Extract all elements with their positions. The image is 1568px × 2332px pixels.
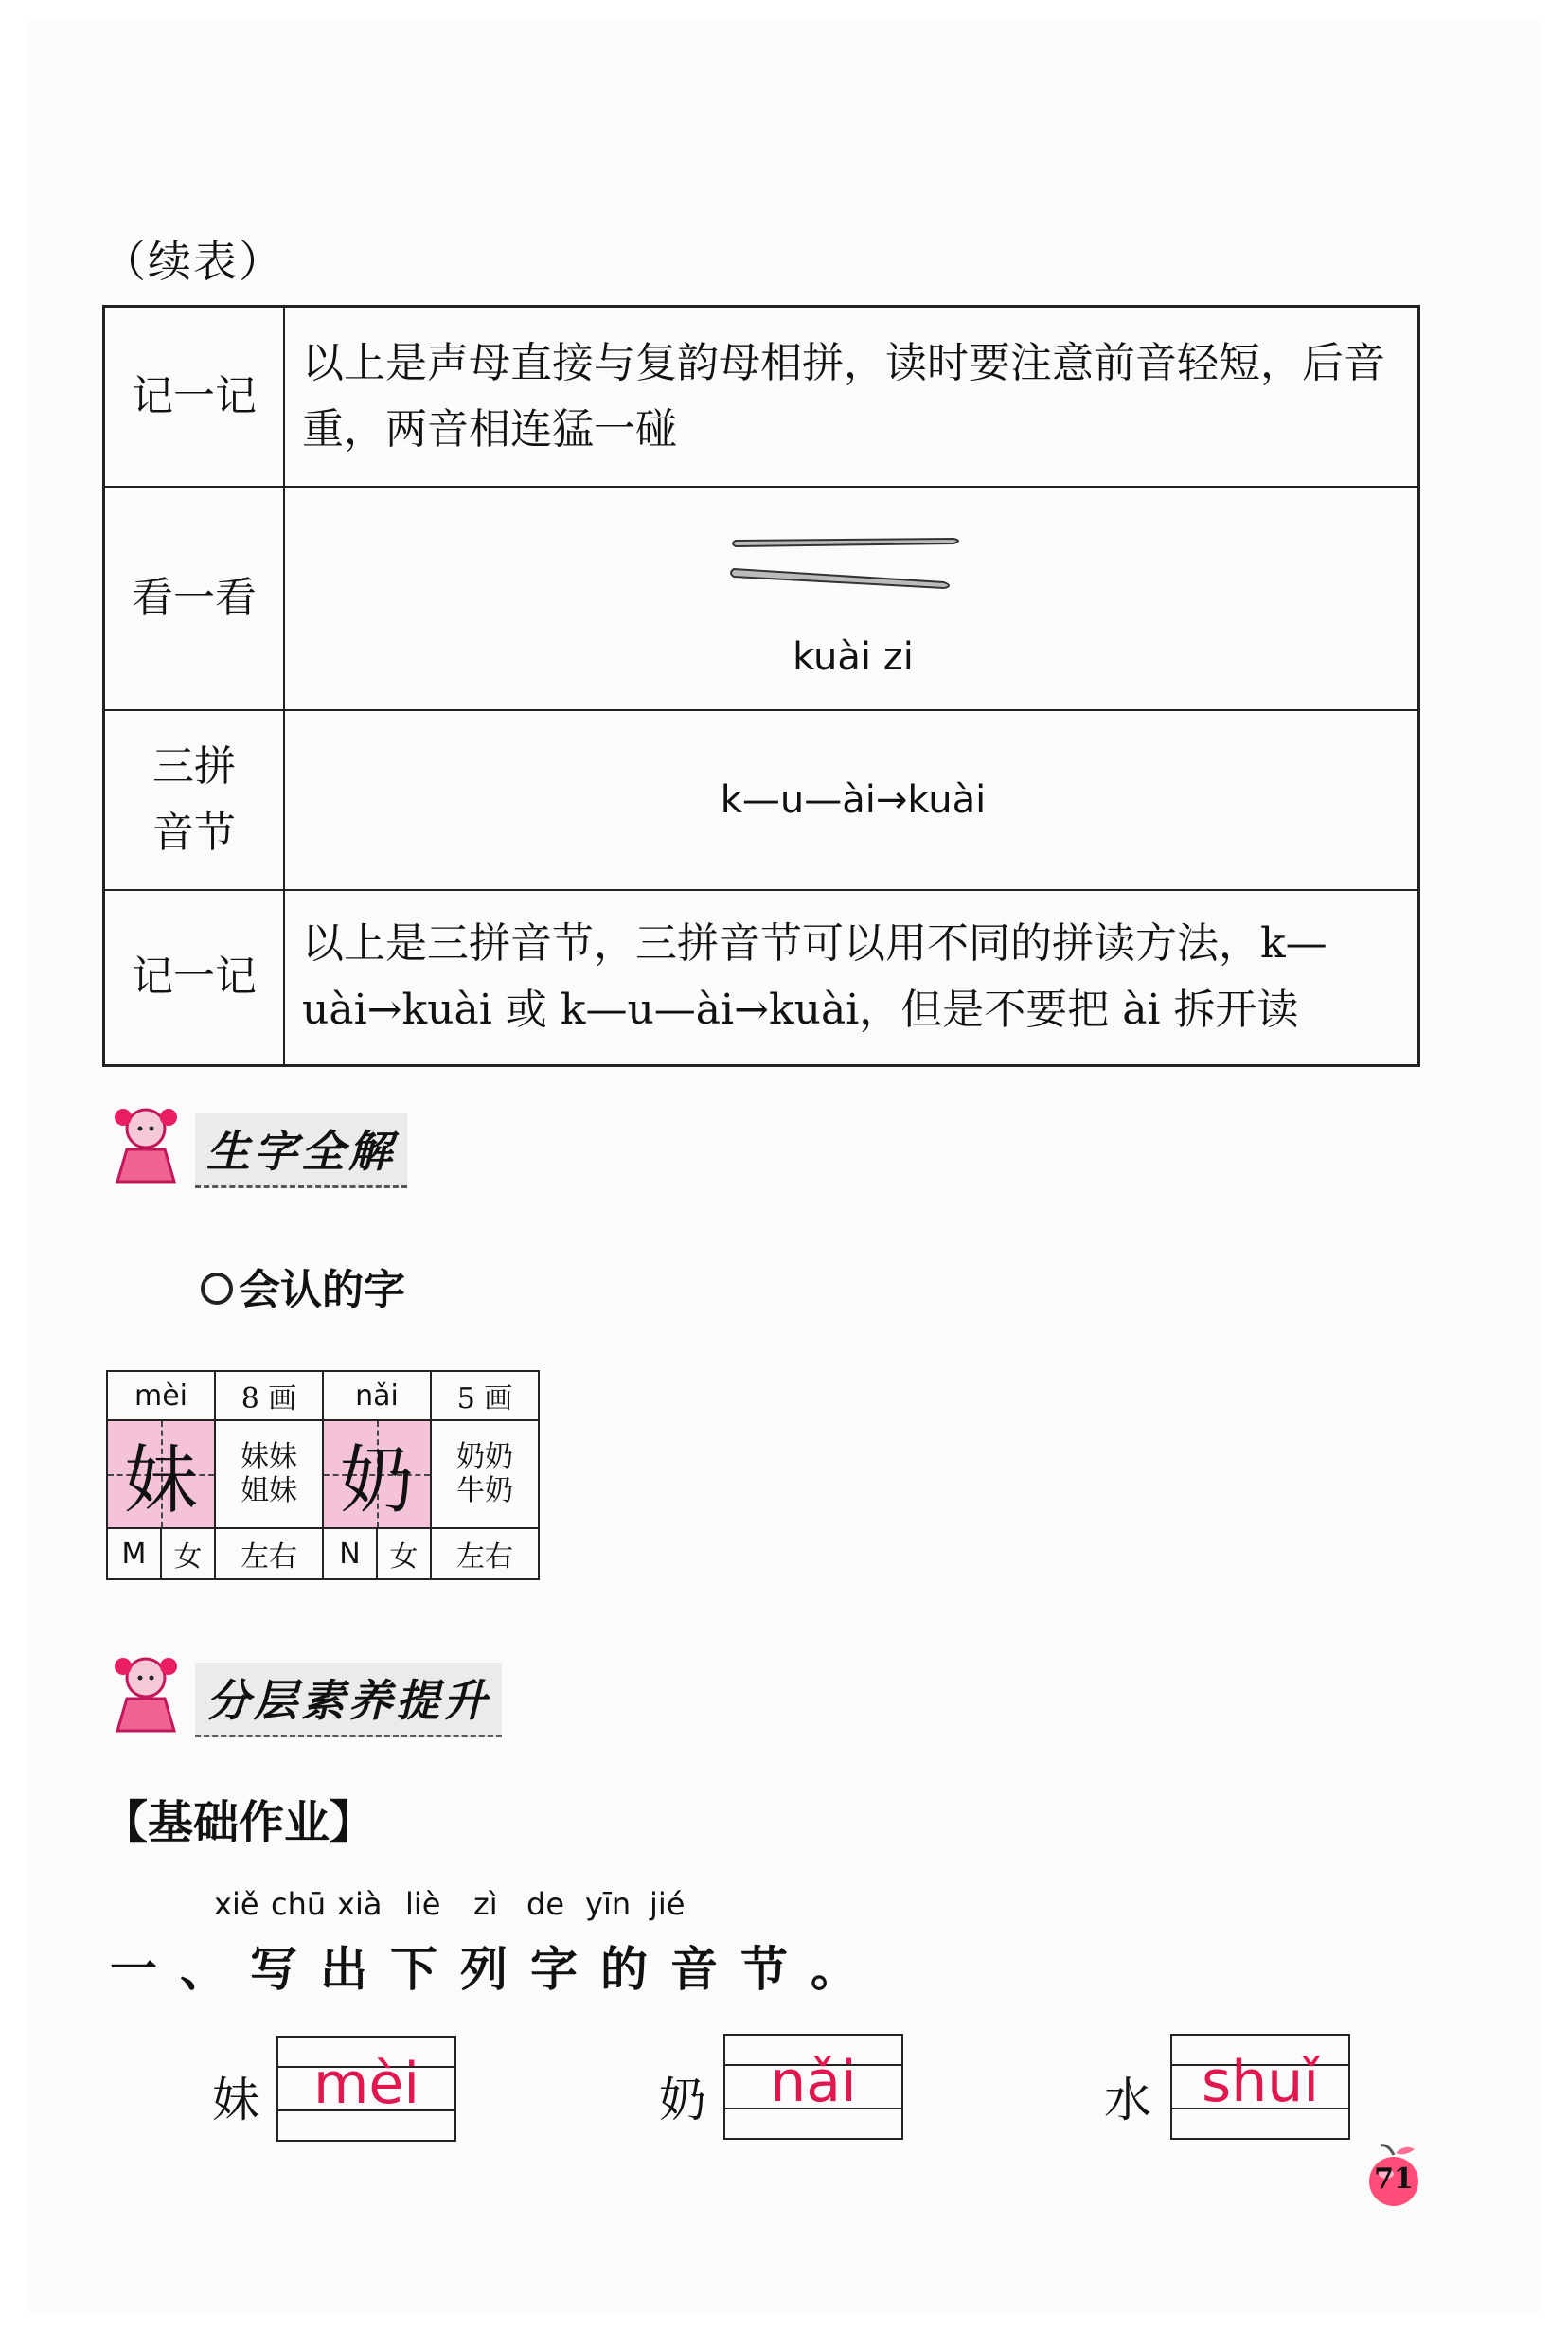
answer-character: 奶 bbox=[659, 2073, 706, 2127]
pinyin-syllable: jié bbox=[650, 1886, 686, 1922]
question-text: 一、写出下列字的音节。 bbox=[110, 1942, 881, 1997]
pinyin-syllable: liè bbox=[405, 1886, 441, 1922]
row-content: k—u—ài→kuài bbox=[284, 710, 1419, 890]
example-word: 妹妹 bbox=[241, 1440, 297, 1473]
chopsticks-illustration bbox=[730, 527, 976, 622]
char-pinyin: mèi bbox=[107, 1371, 215, 1420]
answer-text: nǎi bbox=[770, 2049, 857, 2115]
girl-mascot-icon bbox=[102, 1100, 189, 1187]
structure: 左右 bbox=[215, 1528, 323, 1579]
character-table bbox=[106, 1370, 540, 1580]
row-content: 以上是声母直接与复韵母相拼，读时要注意前音轻短，后音重，两音相连猛一碰 bbox=[284, 307, 1419, 487]
char-pinyin: nǎi bbox=[323, 1371, 431, 1420]
page-number: 71 bbox=[1374, 2163, 1414, 2196]
section-title: 分层素养提升 bbox=[195, 1663, 502, 1737]
subheading bbox=[201, 1255, 405, 1316]
table-row bbox=[107, 1528, 539, 1579]
char-strokes: 8 画 bbox=[215, 1371, 323, 1420]
row-content-line1: 以上是三拼音节，三拼音节可以用不同的拼读方法，k— bbox=[302, 919, 1327, 969]
row-label: 记一记 bbox=[104, 307, 285, 487]
radical: 女 bbox=[173, 1540, 203, 1574]
pinyin-syllable: de bbox=[526, 1886, 564, 1922]
example-word: 奶奶 bbox=[456, 1440, 513, 1473]
answer-character: 水 bbox=[1104, 2073, 1151, 2127]
section-heading-1 bbox=[102, 1100, 443, 1185]
answer-box bbox=[276, 2036, 456, 2142]
answer-box bbox=[1170, 2034, 1350, 2140]
main-table bbox=[102, 305, 1420, 1067]
chopsticks-pinyin: kuài zi bbox=[793, 634, 914, 679]
circle-bullet-icon bbox=[201, 1273, 233, 1305]
radical: 女 bbox=[389, 1540, 419, 1574]
row-label: 看一看 bbox=[104, 487, 285, 710]
section-title: 生字全解 bbox=[195, 1113, 407, 1188]
row-content-line2: uài→kuài 或 k—u—ài→kuài，但是不要把 ài 拆开读 bbox=[302, 986, 1299, 1035]
table-row bbox=[104, 487, 1419, 710]
homework-heading: 【基础作业】 bbox=[102, 1796, 376, 1849]
index-letter: N bbox=[324, 1529, 378, 1578]
row-label-line1: 三拼 bbox=[152, 741, 236, 791]
big-character: 奶 bbox=[339, 1438, 414, 1523]
index-letter: M bbox=[108, 1529, 162, 1578]
girl-mascot-icon bbox=[102, 1649, 189, 1736]
table-row bbox=[104, 710, 1419, 890]
answer-box bbox=[723, 2034, 903, 2140]
pinyin-syllable: xiě bbox=[214, 1886, 259, 1922]
big-character: 妹 bbox=[123, 1438, 198, 1523]
table-row bbox=[104, 890, 1419, 1066]
example-word: 姐妹 bbox=[241, 1474, 297, 1507]
char-strokes: 5 画 bbox=[431, 1371, 539, 1420]
answer-text: mèi bbox=[312, 2051, 420, 2117]
structure: 左右 bbox=[431, 1528, 539, 1579]
row-label: 记一记 bbox=[104, 890, 285, 1066]
row-label-line2: 音节 bbox=[152, 808, 236, 857]
pinyin-syllable: yīn bbox=[585, 1886, 632, 1922]
pinyin-syllable: chū bbox=[271, 1886, 327, 1922]
pinyin-syllable: zì bbox=[473, 1886, 498, 1922]
table-row bbox=[104, 307, 1419, 487]
table-row bbox=[107, 1420, 539, 1528]
example-word: 牛奶 bbox=[456, 1474, 513, 1507]
answer-character: 妹 bbox=[212, 2073, 259, 2127]
section-heading-2 bbox=[102, 1649, 538, 1735]
pinyin-syllable: xià bbox=[337, 1886, 383, 1922]
table-caption: （续表） bbox=[102, 236, 284, 287]
table-row bbox=[107, 1371, 539, 1420]
answer-text: shuǐ bbox=[1202, 2049, 1319, 2115]
subheading-text: 会认的字 bbox=[239, 1266, 405, 1314]
